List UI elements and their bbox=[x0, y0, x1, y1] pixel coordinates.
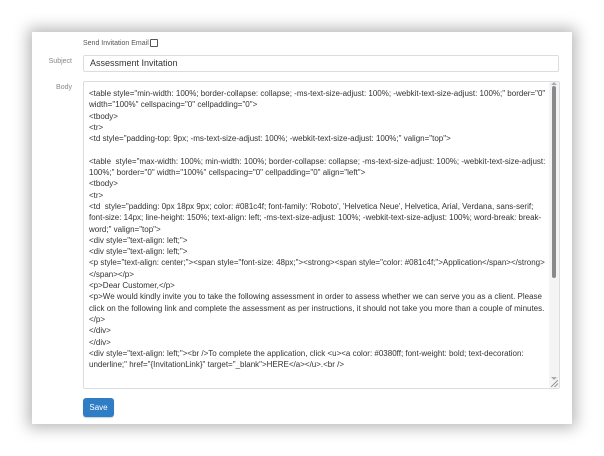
body-textarea-content: <table style="min-width: 100%; border-collapse: collapse; -ms-text-size-adjust: 100%; -webkit-text-size-adjust: 100%;" border="0" width="100%" cellspacing="0" cellpadding="0"> <tbody> <tr> <td style="padding-top: 9px; -ms-text-size-adjust: 100%; -webkit-text-size-adjust: 100%;" valign="top"> <table style="max-width: 100%; min-width: 100%; border-collapse: collapse; -ms-text-size-adjust: 100%; -webkit-text-size-adjust: 100%;" border="0" width="100%" cellspacing="0" cellpadding="0" align="left"> <tbody> <tr> <td style="padding: 0px 18px 9px; color: #081c4f; font-family: 'Roboto', 'Helvetica Neue', Helvetica, Arial, Verdana, sans-serif; font-size: 14px; line-height: 150%; text-align: left; -ms-text-size-adjust: 100%; -webkit-text-size-adjust: 100%; word-break: break-word;" valign="top"> <div style="text-align: left;"> <div style="text-align: left;"> <p style="text-align: center;"><span style="font-size: 48px;"><strong><span style="color: #081c4f;">Application</span></strong></span></p> <p>Dear Customer,</p> <p>We would kindly invite you to take the following assessment in order to assess whether we can serve you as a client. Please click on the following link and complete the assessment as per instructions, it should not take you more than a couple of minutes.</p> </div> </div> <div style="text-align: left;"><br />To complete the application, click <u><a color: #0380ff; font-weight: bold; text-decoration: underline;" href="{InvitationLink}" target="_blank">HERE</a></u>.<br /> bbox=[89, 89, 546, 370]
invitation-form-card bbox=[32, 32, 572, 424]
send-invitation-row bbox=[83, 39, 158, 47]
send-invitation-label: Send Invitation Email bbox=[83, 39, 149, 47]
body-scrollbar-thumb[interactable] bbox=[552, 86, 556, 278]
save-button[interactable]: Save bbox=[83, 398, 114, 417]
body-scrollbar[interactable] bbox=[549, 82, 559, 388]
body-textarea[interactable] bbox=[83, 81, 560, 389]
subject-input[interactable]: Assessment Invitation bbox=[83, 55, 559, 72]
scroll-up-arrow-icon[interactable] bbox=[551, 82, 557, 85]
body-label: Body bbox=[56, 84, 72, 91]
send-invitation-checkbox[interactable] bbox=[150, 39, 158, 47]
resize-grip-icon[interactable] bbox=[551, 380, 558, 387]
subject-label: Subject bbox=[48, 58, 72, 65]
